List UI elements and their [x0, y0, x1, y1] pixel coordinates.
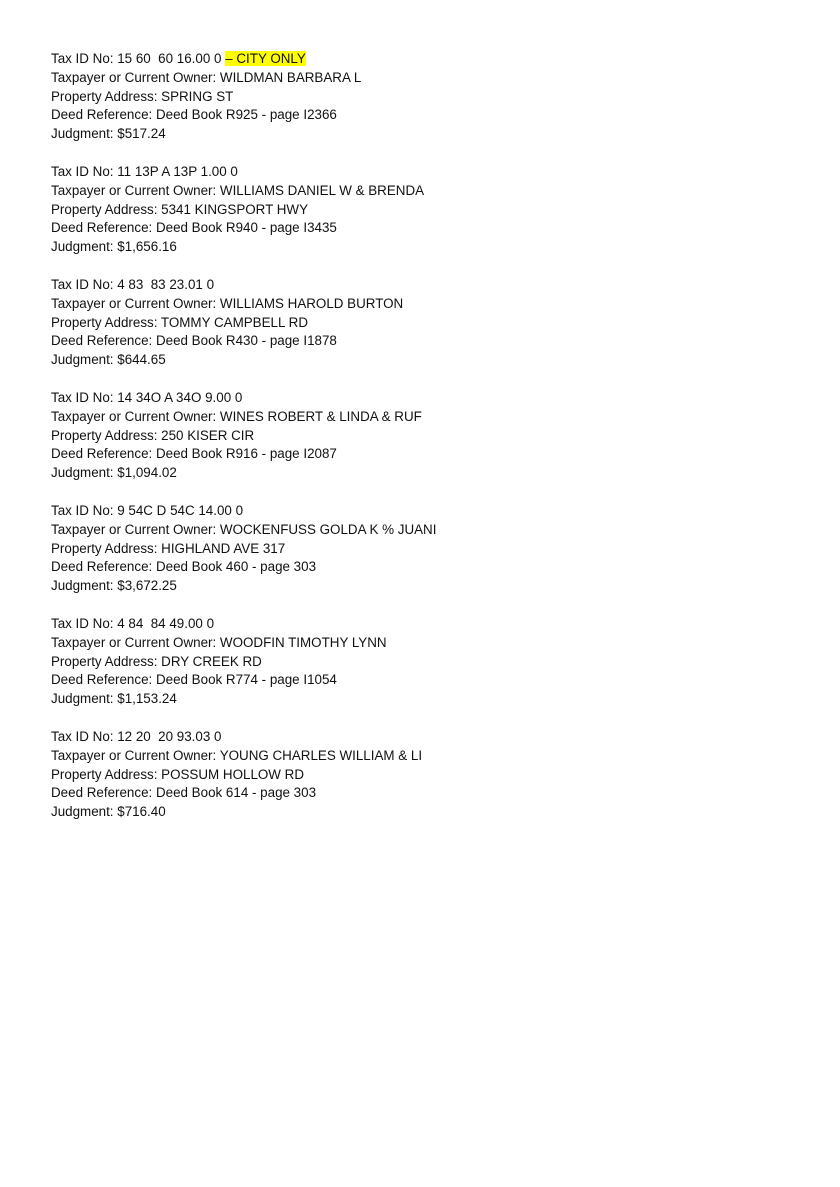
property-address-line: Property Address: 5341 KINGSPORT HWY [51, 201, 309, 217]
judgment-record [51, 50, 791, 144]
property-address-line: Property Address: 250 KISER CIR [51, 427, 255, 443]
tax-id-line: Tax ID No: 4 83 83 23.01 0 [51, 276, 215, 292]
tax-id-line: Tax ID No: 14 34O A 34O 9.00 0 [51, 389, 243, 405]
tax-id-line: Tax ID No: 11 13P A 13P 1.00 0 [51, 163, 238, 179]
judgment-record-list [51, 50, 791, 841]
city-only-highlight: – CITY ONLY [225, 51, 306, 66]
deed-reference-line: Deed Reference: Deed Book R774 - page I1054 [51, 672, 337, 688]
owner-line: Taxpayer or Current Owner: WOODFIN TIMOTHY LYNN [51, 634, 387, 650]
judgment-amount-line: Judgment: $1,094.02 [51, 465, 177, 481]
judgment-amount-line: Judgment: $716.40 [51, 804, 166, 820]
property-address-line: Property Address: DRY CREEK RD [51, 653, 262, 669]
judgment-amount-line: Judgment: $1,153.24 [51, 691, 177, 707]
judgment-record [51, 163, 791, 257]
owner-line: Taxpayer or Current Owner: WILLIAMS HAROLD BURTON [51, 295, 404, 311]
tax-id-line [51, 50, 791, 69]
property-address-line: Property Address: SPRING ST [51, 88, 234, 104]
judgment-amount-line: Judgment: $517.24 [51, 126, 166, 142]
tax-id-text: Tax ID No: 15 60 60 16.00 0 [51, 51, 226, 66]
owner-line: Taxpayer or Current Owner: WOCKENFUSS GOLDA K % JUANI [51, 521, 437, 537]
property-address-line: Property Address: TOMMY CAMPBELL RD [51, 314, 308, 330]
judgment-record [51, 276, 791, 370]
judgment-record [51, 728, 791, 822]
judgment-amount-line: Judgment: $644.65 [51, 352, 166, 368]
tax-id-line: Tax ID No: 9 54C D 54C 14.00 0 [51, 502, 244, 518]
tax-id-line: Tax ID No: 12 20 20 93.03 0 [51, 728, 222, 744]
owner-line: Taxpayer or Current Owner: YOUNG CHARLES WILLIAM & LI [51, 747, 423, 763]
deed-reference-line: Deed Reference: Deed Book R430 - page I1878 [51, 333, 337, 349]
deed-reference-line: Deed Reference: Deed Book R925 - page I2366 [51, 107, 337, 123]
deed-reference-line: Deed Reference: Deed Book 460 - page 303 [51, 559, 317, 575]
deed-reference-line: Deed Reference: Deed Book R940 - page I3435 [51, 220, 337, 236]
judgment-amount-line: Judgment: $1,656.16 [51, 239, 177, 255]
owner-line: Taxpayer or Current Owner: WINES ROBERT & LINDA & RUF [51, 408, 422, 424]
judgment-record [51, 615, 791, 709]
owner-line: Taxpayer or Current Owner: WILLIAMS DANIEL W & BRENDA [51, 182, 425, 198]
property-address-line: Property Address: POSSUM HOLLOW RD [51, 766, 305, 782]
tax-id-line: Tax ID No: 4 84 84 49.00 0 [51, 615, 215, 631]
judgment-record [51, 502, 791, 596]
owner-line: Taxpayer or Current Owner: WILDMAN BARBARA L [51, 69, 362, 85]
judgment-record [51, 389, 791, 483]
property-address-line: Property Address: HIGHLAND AVE 317 [51, 540, 286, 556]
deed-reference-line: Deed Reference: Deed Book R916 - page I2087 [51, 446, 337, 462]
deed-reference-line: Deed Reference: Deed Book 614 - page 303 [51, 785, 317, 801]
judgment-amount-line: Judgment: $3,672.25 [51, 578, 177, 594]
